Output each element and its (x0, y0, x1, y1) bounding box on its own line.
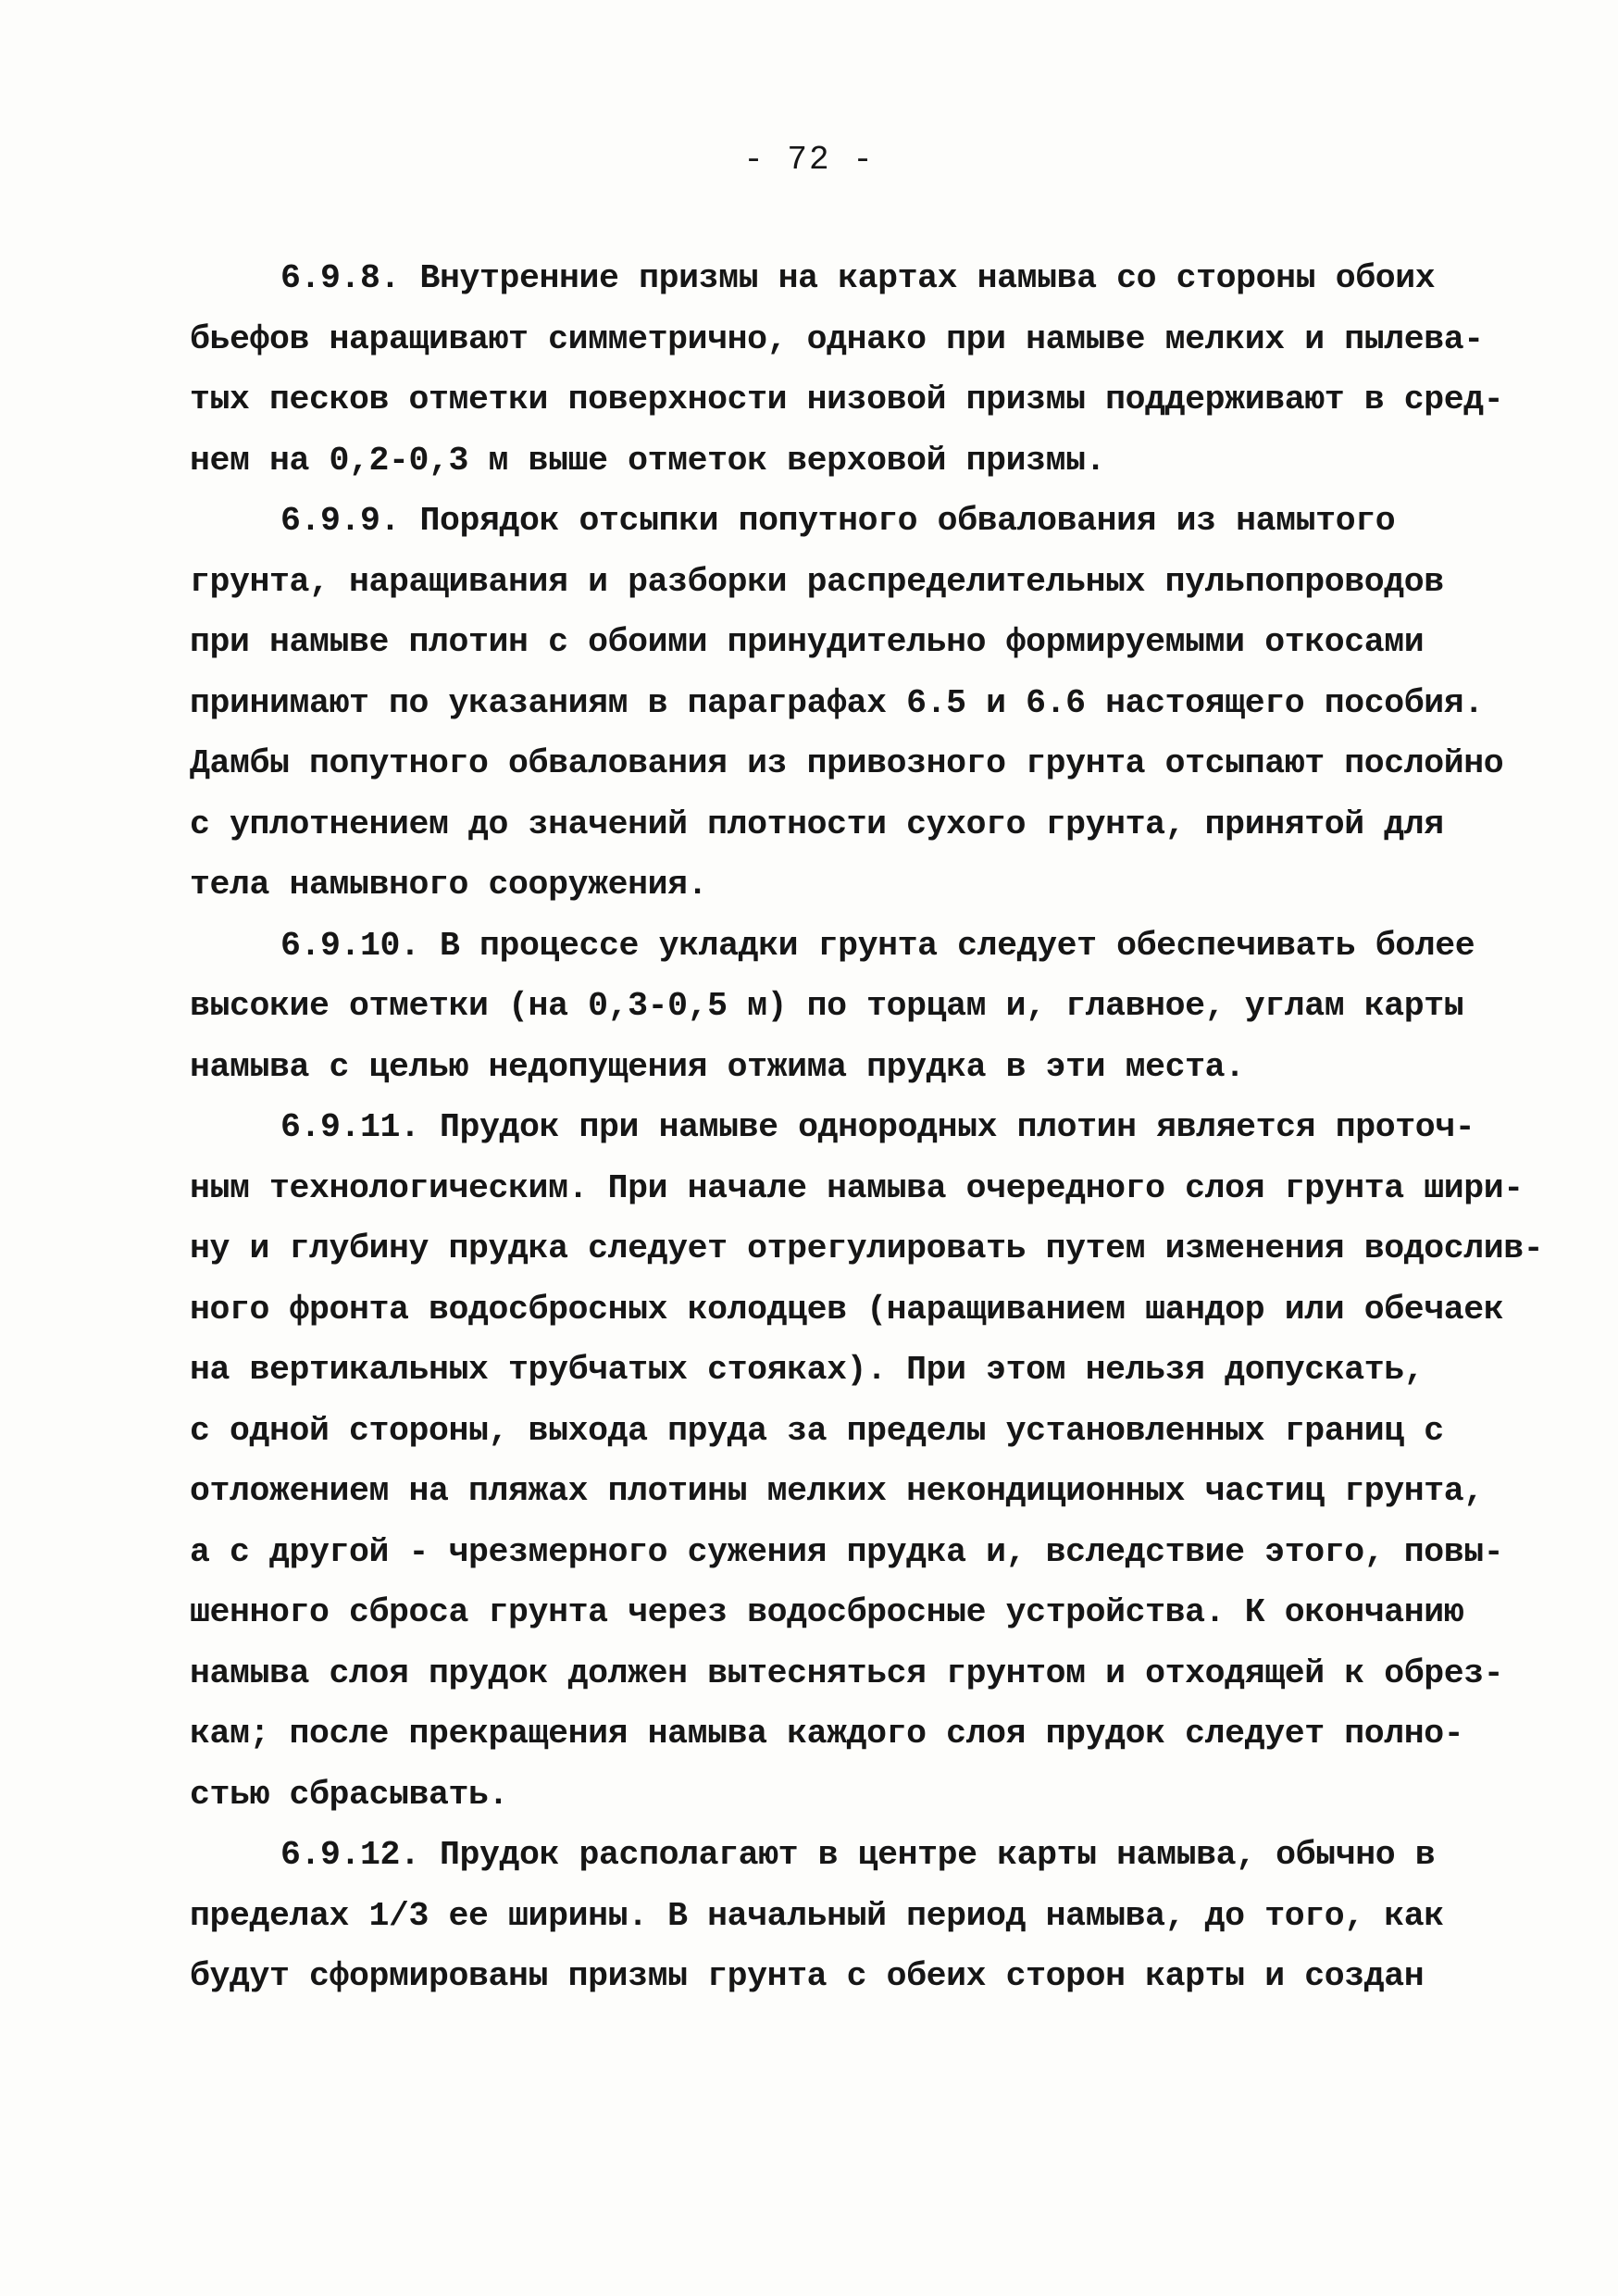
text-line: кам; после прекращения намыва каждого слоя прудок следует полно- (190, 1715, 1464, 1753)
text-line: отложением на пляжах плотины мелких некондиционных частиц грунта, (190, 1472, 1484, 1510)
text-line: на вертикальных трубчатых стояках). При этом нельзя допускать, (190, 1351, 1425, 1389)
text-line: а с другой - чрезмерного сужения прудка и, вследствие этого, повы- (190, 1532, 1504, 1571)
text-line: Дамбы попутного обвалования из привозного грунта отсыпают послойно (190, 744, 1504, 782)
text-line: высокие отметки (на 0,3-0,5 м) по торцам и, главное, углам карты (190, 987, 1464, 1025)
text-line: 6.9.8. Внутренние призмы на картах намыва со стороны обоих (280, 259, 1436, 297)
text-line: принимают по указаниям в параграфах 6.5 и 6.6 настоящего пособия. (190, 683, 1484, 722)
body-text (190, 248, 1544, 2007)
paragraph-6-9-11 (190, 1097, 1544, 1825)
page-number: - 72 - (743, 141, 875, 179)
text-line: ну и глубину прудка следует отрегулировать путем изменения водослив- (190, 1229, 1544, 1267)
text-line: 6.9.11. Прудок при намыве однородных плотин является проточ- (280, 1108, 1475, 1146)
text-line: с уплотнением до значений плотности сухого грунта, принятой для (190, 805, 1444, 843)
text-line: с одной стороны, выхода пруда за пределы установленных границ с (190, 1411, 1444, 1450)
text-line: намыва с целью недопущения отжима прудка в эти места. (190, 1047, 1245, 1086)
text-line: грунта, наращивания и разборки распределительных пульпопроводов (190, 562, 1444, 601)
paragraph-6-9-8 (190, 248, 1504, 491)
text-line: 6.9.10. В процессе укладки грунта следует обеспечивать более (280, 926, 1475, 965)
text-line: стью сбрасывать. (190, 1775, 509, 1814)
text-line: намыва слоя прудок должен вытесняться грунтом и отходящей к обрез- (190, 1653, 1504, 1692)
paragraph-6-9-9 (190, 491, 1504, 916)
paragraph-6-9-10 (190, 916, 1475, 1098)
text-line: тых песков отметки поверхности низовой призмы поддерживают в сред- (190, 381, 1504, 418)
text-line: бьефов наращивают симметрично, однако при намыве мелких и пылева- (190, 319, 1484, 358)
text-line: 6.9.12. Прудок располагают в центре карты намыва, обычно в (280, 1836, 1436, 1874)
text-line: 6.9.9. Порядок отсыпки попутного обвалования из намытого (280, 502, 1396, 540)
text-line: тела намывного сооружения. (190, 866, 708, 904)
text-line: ным технологическим. При начале намыва очередного слоя грунта шири- (190, 1168, 1524, 1207)
text-line: шенного сброса грунта через водосбросные устройства. К окончанию (190, 1593, 1464, 1631)
text-line: будут сформированы призмы грунта с обеих сторон карты и создан (190, 1957, 1425, 1995)
paragraph-6-9-12 (190, 1825, 1462, 2007)
text-line: нем на 0,2-0,3 м выше отметок верховой призмы. (190, 441, 1106, 480)
text-line: при намыве плотин с обоими принудительно формируемыми откосами (190, 623, 1425, 661)
text-line: ного фронта водосбросных колодцев (наращиванием шандор или обечаек (190, 1290, 1504, 1329)
text-line: пределах 1/3 ее ширины. В начальный период намыва, до того, как (190, 1896, 1444, 1935)
